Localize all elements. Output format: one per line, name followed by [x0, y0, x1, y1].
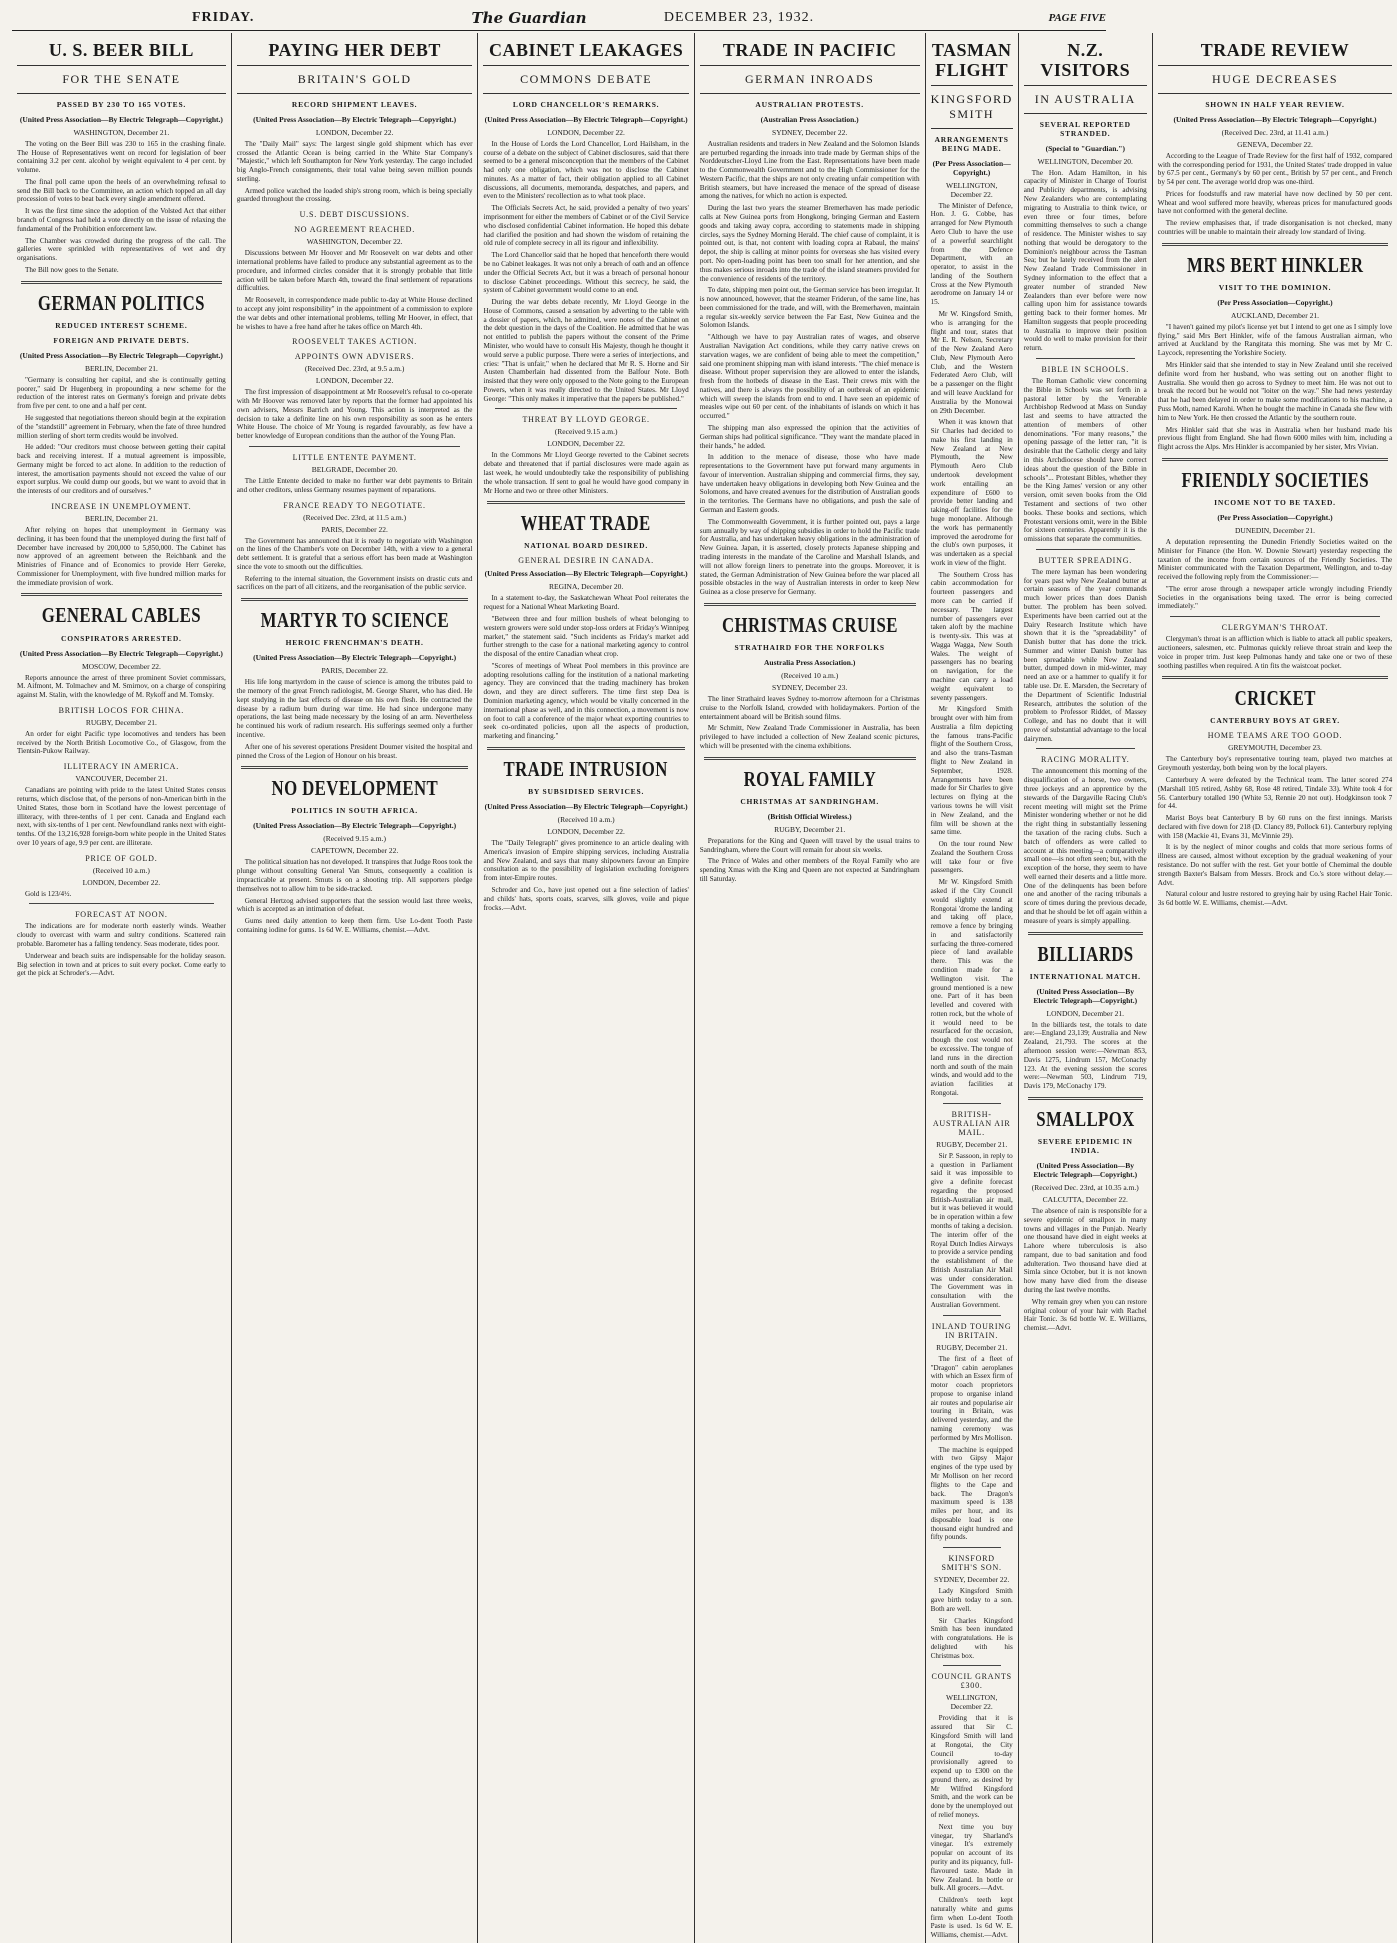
- paragraph: The Southern Cross has cabin accommodation for fourteen passengers and more can be carried if necessary. The largest number of passengers ever taken aloft by the machine is twenty-six. This was at Wagga Wagga, New South Wales. The weight of passengers has no bearing on navigation, for the machine can carry a load weight equivalent to seventy passengers.: [930, 570, 1013, 702]
- paragraph: On the tour round New Zealand the Southern Cross will take four or five passengers.: [930, 840, 1013, 875]
- paragraph: The Commonwealth Government, it is further pointed out, pays a large sum annually by way of shipping subsidies in order to hold the Pacific trade for Australia, and has undertaken heavy obligations in the administration of New Guinea. Japan, it is asserted, closely protects Japanese shipping and trading interests in the mandate of the Caroline and Marshall Islands, and will not allow foreign liners to penetrate into the groups. Moreover, it is stated, the German Administration of New Guinea before the war placed all possible obstacles in the way of Australian interests in order to keep New Guinea as a close preserve for Germany.: [699, 517, 920, 597]
- paragraph: To date, shipping men point out, the German service has been irregular. It is now announced, however, that the steamer Friderun, of the same line, has been commissioned for the trade, and will, with the Bremerhaven, maintain a regular six-weekly service between the Far East, New Guinea and the Solomon Islands.: [699, 286, 920, 330]
- dateline: (Received 9.15 a.m.): [554, 427, 618, 437]
- paragraph: The Roman Catholic view concerning the Bible in Schools was set forth in a pastoral letter by the Venerable Archbishop Redwood at Mass on Sunday last and seems to have attracted the attention of members of other denominations. "For many reasons," the opening passage of the letter ran, "it is desirable that the Catholic clergy and laity in this Archdiocese should have correct ideas about the question of the Bible in schools"... Protestant Bibles, whether they be the King James' version or any other version, omit seven books from the Old Testament and sections of two other books. These books and sections, which Protestant versions omit, were in the Bible for sixteen centuries. Apparently it is the omissions that separate the communities.: [1023, 377, 1147, 544]
- divider: [1028, 932, 1143, 935]
- column-6: [1019, 33, 1153, 1943]
- paragraph: The "Daily Telegraph" gives prominence to an article dealing with America's invasion of Empire shipping services, including Australia and New Zealand, and says that many shipowners favour an Empire consultation as to the possibility of legislation excluding foreigners from inter-Empire routes.: [483, 839, 689, 883]
- dateline: MOSCOW, December 22.: [81, 661, 161, 671]
- deck: PASSED BY 230 TO 165 VOTES.: [56, 99, 187, 109]
- section-heading: ILLITERACY IN AMERICA.: [63, 762, 180, 772]
- dateline: BELGRADE, December 20.: [311, 464, 398, 474]
- paragraph: After one of his severest operations President Doumer visited the hospital and pinned the Cross of the Legion of Honour on his breast.: [236, 742, 473, 760]
- dateline: LONDON, December 22.: [315, 127, 394, 137]
- credit: (United Press Association—By Electric Telegraph—Copyright.): [253, 821, 457, 831]
- paragraph: Australian residents and traders in New Zealand and the Solomon Islands are perturbed regarding the inroads into trade made by German ships of the Norddeutscher-Lloyd Line from the East. Representations have been made to the Commonwealth Government and to the High Commissioner for the Western Pacific, that the ships are not only creating unfair competition with British steamers, but have increased the menace of the spread of disease among the natives, for which no action is expected.: [699, 139, 920, 201]
- headline: U. S. BEER BILL: [48, 40, 194, 60]
- section-heading: BUTTER SPREADING.: [1038, 555, 1133, 565]
- divider: [241, 766, 469, 769]
- subheadline: FOR THE SENATE: [17, 65, 226, 94]
- paragraph: During the last two years the steamer Bremerhaven has made periodic calls at New Guinea ports from Hongkong, bringing German and Eastern goods and taking away copra, according to statements made in shipping circles, says the Sydney Morning Herald. The chief cause of complaint, it is pointed out, is that, not content with loading copra at Rabaul, the mains' depot, the ship is calling at minor points for overseas she has visited every port. No open-loading point has been too small for her attention, and she thus makes serious inroads into the trade of the island steamers provided for the convenience of residents of the territory.: [699, 204, 920, 283]
- paragraph: When it was known that Sir Charles had decided to make his first landing in New Zealand at New Plymouth, the New Plymouth Aero Club undertook development work entailing an expenditure of £600 to provide better landing and taking-off facilities for the huge monoplane. Although the work has permanently improved the aerodrome for the club's own purposes, it was undertaken as a special work in view of the flight.: [930, 418, 1013, 567]
- dateline: (Received 10 a.m.): [557, 815, 615, 825]
- section-heading: BIBLE IN SCHOOLS.: [1041, 365, 1130, 374]
- headline: GERMAN POLITICS: [37, 290, 205, 315]
- credit: (Special to "Guardian."): [1045, 143, 1125, 153]
- paragraph: Mr W. Kingsford Smith, who is arranging for the flight and tour, states that Mr E. R. Nelson, Secretary of the New Zealand Aero Club, New Plymouth Aero Club, and the Western Federated Aero Club, will be a passenger on the flight and will leave Auckland for Australia by the Monowai on 29th December.: [930, 309, 1013, 415]
- paragraph: The absence of rain is responsible for a severe epidemic of smallpox in many towns and villages in the Punjab. Nearly one thousand have died in eight weeks at Lahore where tuberculosis is also rampant, due to bad sanitation and food adulteration. Two thousand have died at Simla since October, but it is not known how many have died from the disease during the last twelve months.: [1023, 1206, 1147, 1294]
- advertisement: Children's teeth kept naturally white and gums firm when Lo-dent Tooth Paste is used. 1s 6d W. E. Williams, chemist.—Advt.: [930, 1896, 1013, 1940]
- divider: [487, 501, 684, 504]
- paragraph: "Although we have to pay Australian rates of wages, and observe Australian Navigation Act conditions, while they carry native crews on starvation wages, we are confident of being able to meet the competition," said one prominent shipping man with island interests. "The chief menace is disease. Without proper supervision they are allowed to enter the islands, fresh from the hotbeds of disease in the East. Their crews mix with the natives, and there is always the possibility of an outbreak of an epidemic which will sweep the islands from end to end. I have seen an epidemic of measles wipe out 60 per cent. of the inhabitants of islands on which it has occurred.": [699, 333, 920, 421]
- paragraph: In addition to the menace of disease, those who have made representations to the Government have put forward many arguments in favour of intervention. Australian shipping and commercial firms, they say, have undertaken heavy obligations in developing both New Guinea and the Solomons, and have created avenues for the distribution of Australian goods in the territories. The Germans have no obligations, and push the sale of German and Eastern goods.: [699, 453, 920, 515]
- divider: [943, 1665, 1001, 1666]
- paragraph: "Between three and four million bushels of wheat belonging to western growers were sold under stop-loss orders at Friday's Winnipeg market," the statement said. "Such incidents as Friday's market add further strength to the case for a national marketing agency to control the disposal of the entire Canadian wheat crop.: [483, 615, 689, 659]
- paragraph: Armed police watched the loaded ship's strong room, which is being specially guarded throughout the crossing.: [236, 186, 473, 204]
- dateline: RUGBY, December 21.: [85, 717, 157, 727]
- paragraph: The Officials Secrets Act, he said, provided a penalty of two years' imprisonment for either the members of Cabinet or of the Civil Service who disclosed confidential Cabinet information. He hoped this debate had clarified the position and had shown the wisdom of retaining the old rule of complete secrecy in all its rigour and inflexibility.: [483, 204, 689, 248]
- credit: Australia Press Association.): [764, 657, 856, 667]
- advertisement: It is by the neglect of minor coughs and colds that more serious forms of illness are caused, almost without exception by the gradual weakening of your resistance. Do not suffer with the rest. Get your bottle of Chemimal the double strength Baxter's Balsam from Messrs. Brock and Co.'s store without delay.—Advt.: [1157, 843, 1393, 887]
- section-heading: THREAT BY LLOYD GEORGE.: [522, 415, 650, 425]
- headline: MARTYR TO SCIENCE: [260, 608, 449, 633]
- section-heading: INLAND TOURING IN BRITAIN.: [931, 1321, 1012, 1340]
- paragraph: Providing that it is assured that Sir C. Kingsford Smith will land at Rongotai, the City Council to-day provisionally agreed to expend up to £300 on the ground there, as desired by Mr Wilfred Kingsford Smith, and the work can be done by the unemployed out of relief moneys.: [930, 1714, 1013, 1820]
- dateline: (Received Dec. 23rd, at 11.5 a.m.): [303, 512, 407, 522]
- paragraph: Mr Schmitt, New Zealand Trade Commissioner in Australia, has been privileged to have included a collection of New Zealand scenic pictures, which will be presented with the cinema exhibitions.: [699, 724, 920, 750]
- column-5: [926, 33, 1019, 1943]
- paragraph: The shipping man also expressed the opinion that the activities of German ships had political significance. "They want the mandate placed in their hands," he added.: [699, 424, 920, 450]
- credit: (United Press Association—By Electric Telegraph—Copyright.): [253, 114, 457, 124]
- deck: CHRISTMAS AT SANDRINGHAM.: [740, 796, 880, 806]
- paragraph: The liner Strathaird leaves Sydney to-morrow afternoon for a Christmas cruise to the Norfolk Island, crowded with holidaymakers. Portion of the entertainment aboard will be British sound films.: [699, 694, 920, 721]
- section-heading: NO AGREEMENT REACHED.: [294, 225, 416, 235]
- paragraph: Discussions between Mr Hoover and Mr Roosevelt on war debts and other international problems have failed to produce any substantial agreement as to the procedure, and informed circles consider that it is strongly probable that little action will be taken before March 4th, toward the final settlement of reparations difficulties.: [236, 249, 473, 293]
- divider: [943, 1315, 1001, 1316]
- dateline: RUGBY, December 21.: [774, 824, 846, 834]
- section-heading: GENERAL DESIRE IN CANADA.: [518, 556, 654, 566]
- deck: BY SUBSIDISED SERVICES.: [528, 787, 645, 797]
- credit: (Per Press Association—Copyright.): [1217, 512, 1333, 522]
- credit: (British Official Wireless.): [767, 811, 852, 821]
- headline: CABINET LEAKAGES: [489, 40, 684, 60]
- masthead-date: DECEMBER 23, 1932.: [663, 10, 815, 25]
- divider: [1162, 676, 1388, 679]
- paragraph: The announcement this morning of the disqualification of a horse, two owners, three jockeys and an apprentice by the stewards of the Dargaville Racing Club's recent meeting will might set the Prime Minister wondering whether or not he did the right thing in substantially lessening the taxation of the racing clubs. Such a batch of offenders as were called to account at this meeting—a comparatively small one—is not often seen; but, with the exception of the horse, they seem to have well earned their deserts and a little more. One of the delinquents has been before one and another of the racing tribunals a score of times during the previous decade, and that he should be let off again within a measure of years is simply appalling.: [1023, 767, 1147, 925]
- dateline: RUGBY, December 21.: [936, 1139, 1008, 1149]
- section-heading: RACING MORALITY.: [1040, 755, 1130, 765]
- paragraph: Sir Charles Kingsford Smith has been inundated with congratulations. He is delighted with his Christmas box.: [930, 1616, 1013, 1660]
- paragraph: Mr W. Kingsford Smith asked if the City Council would slightly extend at Rongotai 'drome the landing and taking off place, remove a fence by bringing in and satisfactorily surfacing the three-cornered piece of land available there. This was the condition made for a Wellington visit. The ground mentioned is a new one. Part of it has been levelled and covered with rotten rock, but the whole of it would need to be resurfaced for the occasion, though the cost would not be excessive. The tongue of land runs in the direction north and south of the main winds, and would add to the aviation facilities at Rongotai.: [930, 878, 1013, 1097]
- paragraph: In the House of Lords the Lord Chancellor, Lord Hailsham, in the course of a debate on the subject of Cabinet disclosures, said that there seemed to be a general misconception that the members of the Cabinet had only one obligation, which was not to disclose the Cabinet minutes. As a matter of fact, their obligation applied to all Cabinet discussions, all documents, memoranda, despatches, and papers, and even to the Ministers' recollection as to what took place.: [483, 139, 689, 201]
- dateline: CAPETOWN, December 22.: [310, 846, 399, 856]
- paragraph: Preparations for the King and Queen will travel by the usual trains to Sandringham, where the Court will remain for about six weeks.: [699, 836, 920, 854]
- credit: (Per Press Association—Copyright.): [1217, 297, 1333, 307]
- headline: TRADE REVIEW: [1200, 40, 1350, 60]
- paragraph: "The error arose through a newspaper article wrongly including Friendly Societies in the organisations being taxed. The error is being corrected immediately.": [1157, 584, 1393, 611]
- deck: NATIONAL BOARD DESIRED.: [524, 541, 649, 551]
- advertisement: Schroder and Co., have just opened out a fine selection of ladies' and childs' hats, sports coats, scarves, silk gloves, voile and pique frocks.—Advt.: [483, 885, 689, 912]
- paragraph: Clergyman's throat is an affliction which is liable to attack all public speakers, auctioneers, salesmen, etc. Pulmonas quickly relieve throat strain and keep the voice in proper trim. Just keep Pulmonas handy and take one or two of these soothing pastilles when required. A tin fits the waistcoat pocket.: [1157, 635, 1393, 670]
- paragraph: It was the first time since the adoption of the Volsted Act that either branch of Congress had held a vote directly on the issue of relaxing the fundamental of the Prohibition enforcement law.: [17, 207, 226, 233]
- deck: CANTERBURY BOYS AT GREY.: [1210, 716, 1340, 726]
- section-heading: HOME TEAMS ARE TOO GOOD.: [1207, 731, 1343, 741]
- paragraph: In a statement to-day, the Saskatchewan Wheat Pool reiterates the request for a National Wheat Marketing Board.: [483, 594, 689, 612]
- dateline: SYDNEY, December 23.: [772, 682, 848, 692]
- divider: [1028, 1097, 1143, 1100]
- headline: CHRISTMAS CRUISE: [721, 612, 898, 637]
- paragraph: After relying on hopes that unemployment in Germany was declining, it has been found that the unemployed during the first half of December have increased by 200,000 to 5,850,000. The Cabinet has now approved of an agreement between the Reichbank and the Ministries of Finance and of Economics to provide Herr Gereke, Commissioner for Unemployment, with five hundred million marks for the immediate provision of work.: [17, 525, 226, 587]
- subheadline: COMMONS DEBATE: [483, 65, 688, 94]
- paragraph: The Government has announced that it is ready to negotiate with Washington on the lines of the Chamber's vote on December 14th, with a view to a general debt settlement. It is grateful that a serious effort has been made at Washington since the vote to smooth out the difficulties.: [236, 536, 473, 571]
- divider: [1162, 243, 1388, 246]
- paragraph: "I haven't gained my pilot's license yet but I intend to get one as I simply love flying," said Mrs Bert Hinkler, wife of the famous Australian airman, who arrived at Auckland by the Rangitata this morning. She was met by Mr C. Laycock, representing the Yorkshire Society.: [1157, 322, 1393, 358]
- section-heading: FRANCE READY TO NEGOTIATE.: [283, 500, 426, 510]
- deck: CONSPIRATORS ARRESTED.: [61, 633, 182, 643]
- deck: INTERNATIONAL MATCH.: [1029, 971, 1141, 981]
- deck: ARRANGEMENTS BEING MADE.: [934, 134, 1009, 153]
- paragraph: The Hon. Adam Hamilton, in his capacity of Minister in Charge of Tourist and Publicity departments, is advising New Zealanders who are contemplating migrating to Australia to think twice, or even three or four times, before committing themselves to such a change of residence. The Minister wishes to say nothing that would be derogatory to the Dominion's neighbour across the Tasman Sea; but he lately received from the alert New Zealand Trade Commissioner in Sydney information to the effect that a greater number of stranded New Zealanders than ever before were now calling upon him for assistance towards getting back to their former homes. Mr Hamilton suggests that people proceeding to Australia to improve their position would do well to make provision for their return.: [1023, 168, 1147, 353]
- paragraph: Mrs Hinkler said that she intended to stay in New Zealand until she received definite word from her husband, who was setting out on another flight to Australia. She would then go across to Sydney to meet him. He was not out to break the record but he would not "loiter on the way." She had news yesterday that he had been delayed in order to make some modifications to his machine, a Puss Moth, named Karohi. When he bought the machine in Canada she flew with him to New York. He then crossed the Atlantic by the southern route.: [1157, 361, 1393, 422]
- credit: (Per Press Association—Copyright.): [932, 158, 1011, 177]
- divider: [704, 603, 916, 606]
- divider: [1036, 549, 1135, 550]
- dateline: WELLINGTON, December 22.: [946, 1693, 998, 1712]
- advertisement: Natural colour and lustre restored to greying hair by using Rachel Hair Tonic. 3s 6d bottle W. E. Williams, chemist.—Advt.: [1157, 890, 1393, 908]
- paragraph: He added: "Our creditors must choose between getting their capital back and receiving interest. If a mutual agreement is impossible, Germany might be forced to act alone. In addition to the reduction of interest, the amortisation payments should not exceed the value of our export surplus. We could dump our goods, but we want to avoid that in the interests of our creditors and of ourselves.": [17, 443, 226, 496]
- headline: PAYING HER DEBT: [268, 40, 441, 60]
- section-heading: KINSFORD SMITH'S SON.: [941, 1554, 1002, 1573]
- dateline: LONDON, December 22.: [547, 439, 625, 449]
- dateline: LONDON, December 21.: [1046, 1008, 1125, 1018]
- section-heading: CLERGYMAN'S THROAT.: [1221, 623, 1329, 633]
- headline: TRADE IN PACIFIC: [722, 40, 897, 60]
- credit: (United Press Association—By Electric Telegraph—Copyright.): [484, 569, 688, 579]
- paragraph: During the war debts debate recently, Mr Lloyd George in the House of Commons, caused a sensation by adverting to the table with a dossier of papers, which, he admitted, were notes of the Cabinet on the debt question in the days of the Coalition. He admitted that he was not entitled to publish the papers without the consent of the Prime Minister, who would have to consult His Majesty, though he thought it would serve a public purpose. There were a series of interjections, and cries: "That is unfair," when he declared that Mr R. S. Horne and Sir Austen Chamberlain had dissented from the Balfour Note. Both insisted that they were only opposed to the Note going to the European Powers, when it was really directed to the United States. Mr Lloyd George: "This only makes it imperative that the papers be published.": [483, 298, 689, 403]
- credit: (United Press Association—By Electric Telegraph—Copyright.): [19, 648, 223, 658]
- divider: [495, 408, 676, 409]
- divider: [29, 903, 214, 904]
- credit: (United Press Association—By Electric Telegraph—Copyright.): [484, 802, 688, 812]
- advertisement: Why remain grey when you can restore original colour of your hair with Rachel Hair Tonic. 3s 6d bottle W. E. Williams, chemist.—Advt.: [1023, 1297, 1147, 1333]
- paragraph: Prices for foodstuffs and raw material have now declined by 50 per cent. Wheat and wool suffered more heavily, whereas prices for manufactured goods have not conformed with the general decline.: [1157, 189, 1393, 216]
- column-4: [695, 33, 926, 1943]
- dateline: SYDNEY, December 22.: [934, 1575, 1010, 1585]
- section-heading: BRITISH-AUSTRALIAN AIR MAIL.: [932, 1109, 1011, 1137]
- dateline: PARIS, December 22.: [321, 524, 388, 534]
- column-7: [1153, 33, 1397, 1943]
- divider: [1162, 458, 1388, 461]
- divider: [21, 593, 222, 596]
- dateline: WASHINGTON, December 21.: [73, 127, 170, 137]
- section-heading: FORECAST AT NOON.: [75, 910, 168, 920]
- dateline: (Received Dec. 23rd, at 9.5 a.m.): [304, 364, 405, 374]
- section-heading: APPOINTS OWN ADVISERS.: [294, 352, 415, 362]
- credit: (United Press Association—By Electric Telegraph—Copyright.): [1173, 114, 1377, 124]
- deck: AUSTRALIAN PROTESTS.: [755, 99, 864, 109]
- divider: [943, 1103, 1001, 1104]
- paragraph: Lady Kingsford Smith gave birth today to a son. Both are well.: [930, 1587, 1013, 1613]
- headline: CRICKET: [1234, 686, 1316, 711]
- paragraph: The Prince of Wales and other members of the Royal Family who are spending Xmas with the King and Queen are not expected at Sandringham till Saturday.: [699, 857, 920, 883]
- subheadline: KINGSFORD SMITH: [931, 85, 1013, 129]
- paragraph: Sir P. Sassoon, in reply to a question in Parliament said it was impossible to give a definite forecast regarding the proposed British-Australian air mail, but it was believed it would be in operation within a few months of taking a decision. The interim offer of the Royal Dutch Indies Airways to provide a service pending the establishment of the British Australian Air Mail was under consideration. The Government was in consultation with the Australian Government.: [930, 1151, 1013, 1309]
- dateline: LONDON, December 22.: [315, 376, 394, 386]
- paragraph: According to the League of Trade Review for the first half of 1932, compared with the corresponding period for 1931, the United States' trade dropped in value by 67.5 per cent., Germany's by 60 per cent., British by 57 per cent., and French by 54 per cent. The average world drop was one-third.: [1157, 151, 1393, 187]
- headline: NO DEVELOPMENT: [271, 776, 438, 801]
- divider: [241, 598, 469, 601]
- dateline: BERLIN, December 21.: [84, 513, 158, 523]
- divider: [1036, 748, 1135, 749]
- divider: [1170, 616, 1380, 617]
- headline: GENERAL CABLES: [41, 603, 201, 628]
- headline: FRIENDLY SOCIETIES: [1181, 467, 1369, 492]
- paragraph: Gold is 123/4½.: [25, 889, 72, 898]
- credit: (United Press Association—By Electric Telegraph—Copyright.): [19, 114, 223, 124]
- paragraph: The voting on the Beer Bill was 230 to 165 in the crashing finale. The House of Representatives went on record for legislation of beer containing 3.2 per cent. alcohol by weight equivalent to 4 per cent. by volume.: [17, 139, 226, 175]
- paragraph: The Bill now goes to the Senate.: [25, 265, 119, 274]
- deck: VISIT TO THE DOMINION.: [1218, 282, 1332, 292]
- paragraph: "Scores of meetings of Wheat Pool members in this province are adopting resolutions calling for the institution of a national marketing agency. They are convinced that the trading machinery has broken down, and they are direct sufferers. The time first step Dea is Dominion marketing agency, which would be vitally concerned in the international phase as well, and in this connection, a movement is now on foot to call a conference of the major wheat exporting countries to seek co-ordinated policies, upon all the aspects of production, marketing and financing.": [483, 661, 689, 741]
- section-heading: U.S. DEBT DISCUSSIONS.: [299, 210, 410, 220]
- advertisement: Next time you buy vinegar, try Sharland's vinegar. It's extremely popular on account of its purity and its piquancy, full-flavoured taste. Made in New Zealand. In bottle or bulk. All grocers.—Advt.: [930, 1822, 1013, 1893]
- paragraph: The mere layman has been wondering for years past why New Zealand butter at certain seasons of the year commands much lower prices than does Danish butter. The problem has been solved. Experiments have been carried out at the Dairy Research Institute which have shown that it is the "spreadability" of Danish butter that has done the trick. Summer and winter Danish butter has been spreadable while New Zealand butter, dumped down in mid-winter, may need an axe or a hammer to qualify it for table use. Dr. E. Marsden, the Secretary of the Department of Scientific Industrial Research, attributes the solution of the problem to Professor Riddet, of Massey College, and has no doubt that it will prove of substantial advantage to the local dairymen.: [1023, 567, 1147, 743]
- deck: POLITICS IN SOUTH AFRICA.: [291, 806, 418, 816]
- paragraph: Referring to the internal situation, the Government insists on drastic cuts and sacrifices on the part of all citizens, and the reorganisation of the public service.: [236, 574, 473, 592]
- dateline: SYDNEY, December 22.: [772, 127, 848, 137]
- section-heading: INCREASE IN UNEMPLOYMENT.: [51, 501, 192, 511]
- dateline: (Received 10 a.m.): [781, 670, 839, 680]
- dateline: RUGBY, December 21.: [936, 1342, 1008, 1352]
- dateline: LONDON, December 22.: [547, 127, 625, 137]
- headline: ROYAL FAMILY: [743, 766, 876, 791]
- section-heading: PRICE OF GOLD.: [85, 853, 158, 863]
- paragraph: Mr Kingsford Smith brought over with him from Australia a film depicting the famous trans-Pacific flight of the Southern Cross, and also the trans-Tasman flight to New Zealand in September, 1928. Arrangements have been made for Sir Charles to give lectures on flying at the various towns he will visit in New Zealand, and the film will be shown at the same time.: [930, 705, 1013, 837]
- dateline: WELLINGTON, December 20.: [1037, 156, 1133, 166]
- paragraph: The political situation has not developed. It transpires that Judge Roos took the plunge without consulting General Van Smuts, consequently a coalition is impracticable at present. Smuts is on a shooting trip. All supporters pledge themselves not to allow him to be side-tracked.: [236, 858, 473, 893]
- credit: (United Press Association—By Electric Telegraph—Copyright.): [19, 350, 223, 360]
- subheadline: BRITAIN'S GOLD: [237, 65, 473, 94]
- dateline: PARIS, December 22.: [321, 666, 388, 676]
- dateline: GREYMOUTH, December 23.: [1228, 743, 1322, 753]
- paragraph: Mr Roosevelt, in correspondence made public to-day at White House declined to accept any joint responsibility" in the appointment of a commission to explore the war debts and other international problems, telling Mr Hoover, in effect, that he wishes to have a free hand after he takes office on March 4th.: [236, 296, 473, 331]
- dateline: (Received 9.15 a.m.): [323, 834, 386, 844]
- headline: BILLIARDS: [1037, 941, 1134, 966]
- deck: SEVERE EPIDEMIC IN INDIA.: [1037, 1136, 1133, 1155]
- dateline: AUCKLAND, December 21.: [1231, 310, 1319, 320]
- subheadline: IN AUSTRALIA: [1024, 85, 1147, 114]
- credit: (Australian Press Association.): [760, 114, 859, 124]
- paragraph: The Canterbury boy's representative touring team, played two matches at Greymouth yesterday, both being won by the local players.: [1157, 755, 1393, 773]
- paragraph: His life long martyrdom in the cause of science is among the tributes paid to the memory of the great French radiologist, M. George Sharet, who has died. He kept studying in the last effects of disease on his own flesh. He contracted the disease by a radium burn during war time. He had since undergone many operations, the last being made necessary by the losing of an arm. Nevertheless he continued his work of radium research. His sufferings seemed only a further incentive.: [236, 678, 473, 740]
- headline: WHEAT TRADE: [521, 511, 652, 536]
- dateline: (Received Dec. 23rd, at 10.35 a.m.): [1031, 1182, 1139, 1192]
- paragraph: The indications are for moderate north easterly winds. Weather cloudy to overcast with warm and sultry conditions. Scattered rain probable. Barometer has a falling tendency. Seas moderate, tides poor.: [17, 922, 226, 949]
- dateline: DUNEDIN, December 21.: [1235, 525, 1315, 535]
- dateline: LONDON, December 22.: [82, 877, 161, 887]
- paragraph: In the billiards test, the totals to date are:—England 23,139; Australia and New Zealand, 21,793. The scores at the afternoon session were:—Newman 853, Davis 1275, Lindrum 157, McConachy 123. At the evening session the scores were:—Newman 503, Lindrum 719, Davis 179, McConachy 179.: [1023, 1020, 1147, 1091]
- masthead-page-number: PAGE FIVE: [1048, 12, 1106, 24]
- masthead-day: FRIDAY.: [192, 10, 255, 25]
- paragraph: Reports announce the arrest of three prominent Soviet commissars, M. Aifmont, M. Tolmachev and M. Smirnov, on a charge of conspiring against M. Stalin, with the knowledge of M. Rykoff and M. Tomsky.: [17, 673, 226, 700]
- divider: [943, 1547, 1001, 1548]
- credit: (United Press Association—By Electric Telegraph—Copyright.): [1033, 1160, 1138, 1179]
- section-heading: COUNCIL GRANTS £300.: [931, 1672, 1012, 1691]
- paragraph: An order for eight Pacific type locomotives and tenders has been received by the North British Locomotive Co., of Glasgow, from the Tientsin-Pukow Railway.: [17, 729, 226, 756]
- paragraph: The first impression of disappointment at Mr Roosevelt's refusal to co-operate with Mr Hoover was removed later by reports that the former had appointed his own advisers, Messrs Barrich and Young. This action is interpreted as the decision to take a definite line on his own responsibility as soon as he enters White House. The choice of Mr Young is regarded favourably, as few have a better knowledge of European conditions than the author of the Young Plan.: [236, 388, 473, 441]
- credit: (United Press Association—By Electric Telegraph—Copyright.): [253, 653, 457, 663]
- paragraph: In the Commons Mr Lloyd George reverted to the Cabinet secrets debate and threatened that if partial disclosures were made again as last week, he would undoubtedly take the responsibility of publishing the whole transaction. If sent to goal he would have good company in Mr Horne and two or three other Ministers.: [483, 451, 689, 495]
- column-1: [12, 33, 232, 1943]
- dateline: REGINA, December 20.: [549, 582, 624, 592]
- paragraph: The machine is equipped with two Gipsy Major engines of the type used by Mr Mollison on her record flights to the Cape and back. The Dragon's maximum speed is 138 miles per hour, and its disposable load is one thousand eight hundred and fifty pounds.: [930, 1445, 1013, 1542]
- section-heading: ROOSEVELT TAKES ACTION.: [292, 337, 418, 347]
- paragraph: "Germany is consulting her capital, and she is continually getting poorer," said Dr Hugenberg in propounding a new scheme for the reduction of the interest rates on Germany's foreign and private debts from five per cent. to one and a half per cent.: [17, 375, 226, 411]
- column-2: [232, 33, 479, 1943]
- paragraph: Mrs Hinkler said that she was in Australia when her husband made his previous flight from England. She had flown 6000 miles with him, including a flight across the Alps. Mrs Hinkler is accompanied by her sister, Mrs Vivian.: [1157, 425, 1393, 452]
- credit: (United Press Association—By Electric Telegraph—Copyright.): [484, 114, 688, 124]
- deck: SHOWN IN HALF YEAR REVIEW.: [1205, 99, 1345, 109]
- section-heading: BRITISH LOCOS FOR CHINA.: [58, 705, 185, 715]
- deck: INCOME NOT TO BE TAXED.: [1214, 497, 1336, 507]
- paragraph: A deputation representing the Dunedin Friendly Societies waited on the Minister for Finance (the Hon. W. Downie Stewart) yesterday respecting the taxation of the income from certain sources of the Friendly Societies. The Minister communicated with the Taxation Department, Wellington, and to-day received the following reply from the Commissioner:—: [1157, 537, 1393, 582]
- paragraph: The review emphasises that, if trade disorganisation is not checked, many countries will be unable to maintain their already low standard of living.: [1157, 219, 1393, 237]
- deck: REDUCED INTEREST SCHEME.: [55, 320, 188, 330]
- divider: [21, 281, 222, 284]
- divider: [704, 757, 916, 760]
- paragraph: The Lord Chancellor said that he hoped that henceforth there would be no Cabinet leakages. It was not only a breach of oath and an offence under the Official Secrets Act, but it was a breach of personal honour to disclose Cabinet proceedings. Without this secrecy, he said, the system of Cabinet government would come to an end.: [483, 251, 689, 295]
- paragraph: Canterbury A were defeated by the Technical team. The latter scored 274 (Marshall 105 retired, Ashby 68, Rose 48 retired, Tindale 33). White took 4 for 56. Canterbury totalled 190 (White 53, Rennie 20 not out). Hodgkinson took 7 for 44.: [1157, 775, 1393, 811]
- deck: SEVERAL REPORTED STRANDED.: [1039, 119, 1131, 138]
- dateline: GENEVA, December 22.: [1237, 139, 1313, 149]
- paragraph: The first of a fleet of "Dragon" cabin aeroplanes with which an Essex firm of motor coach proprietors propose to organise inland air routes and popularise air touring in Britain, was delivered yesterday, and the naming ceremony was performed by Mrs Mollison.: [930, 1354, 1013, 1442]
- deck: FOREIGN AND PRIVATE DEBTS.: [53, 335, 190, 345]
- paragraph: The final poll came upon the heels of an overwhelming refusal to send the Bill back to the Committee, an action which topped an all day procession of votes to beat back every single amendment offered.: [17, 177, 226, 204]
- subheadline: HUGE DECREASES: [1158, 65, 1392, 94]
- deck: LORD CHANCELLOR'S REMARKS.: [512, 99, 660, 109]
- paragraph: Canadians are pointing with pride to the latest United States census returns, which disclose that, of the persons of non-American birth in the United States, those born in Scotland have the lowest percentage of illiteracy, with three-tenths of 1 per cent. Canada and England each next, with six-tenths of 1 per cent. Newfoundland ranks next with eight-tenths. Of the 13,216,928 foreign-born white people in the United States over 10 years of age, 9.9 per cent. are illiterate.: [17, 786, 226, 847]
- dateline: BERLIN, December 21.: [84, 363, 158, 373]
- dateline: WELLINGTON, December 22.: [946, 180, 998, 199]
- headline: MRS BERT HINKLER: [1186, 252, 1364, 277]
- paragraph: The Chamber was crowded during the progress of the call. The galleries were sprinkled with representatives of wet and dry organisations.: [17, 236, 226, 263]
- dateline: (Received 10 a.m.): [92, 865, 150, 875]
- divider: [487, 747, 684, 750]
- divider: [249, 446, 461, 447]
- dateline: (Received Dec. 23rd, at 11.41 a.m.): [1221, 127, 1329, 137]
- headline: SMALLPOX: [1036, 1106, 1135, 1131]
- deck: RECORD SHIPMENT LEAVES.: [291, 99, 418, 109]
- masthead: [12, 6, 1106, 31]
- section-heading: LITTLE ENTENTE PAYMENT.: [292, 452, 417, 462]
- paragraph: Marist Boys beat Canterbury B by 60 runs on the first innings. Marists declared with five down for 218 (D. Clancy 89, Pollock 61). Canterbury replying with 158 (Mackie 41, Evans 31, McVinnie 29).: [1157, 814, 1393, 840]
- dateline: VANCOUVER, December 21.: [75, 774, 168, 784]
- divider: [1036, 358, 1135, 359]
- headline: TASMAN FLIGHT: [931, 40, 1012, 80]
- paragraph: The Minister of Defence, Hon. J. G. Cobbe, has arranged for New Plymouth Aero Club to have the use of a powerful searchlight from the Defence Department, with an operator, to assist in the landing of the Southern Cross at the New Plymouth aerodrome on January 14 or 15.: [930, 201, 1013, 307]
- paragraph: General Hertzog advised supporters that the session would last three weeks, which is accepted as an intimation of defeat.: [236, 896, 473, 914]
- column-3: [478, 33, 694, 1943]
- advertisement: Gums need daily attention to keep them firm. Use Lo-dent Tooth Paste containing iodine for gums. 1s 6d W. E. Williams, chemist.—Advt.: [236, 917, 473, 934]
- headline: N.Z. VISITORS: [1040, 40, 1131, 80]
- headline: TRADE INTRUSION: [504, 756, 669, 781]
- advertisement: Underwear and beach suits are indispensable for the holiday season. Big selection in town and at prices to suit every pocket. Come early to get the pick at Schroder's.—Advt.: [17, 951, 226, 978]
- deck: STRATHAIRD FOR THE NORFOLKS: [734, 642, 885, 652]
- dateline: LONDON, December 22.: [547, 827, 625, 837]
- deck: HEROIC FRENCHMAN'S DEATH.: [285, 638, 424, 648]
- masthead-paper-name: The Guardian: [471, 9, 587, 27]
- dateline: WASHINGTON, December 22.: [306, 237, 403, 247]
- paragraph: The Little Entente decided to make no further war debt payments to Britain and other creditors, unless Germany resumes payment of reparations.: [236, 476, 473, 494]
- subheadline: GERMAN INROADS: [700, 65, 920, 94]
- dateline: CALCUTTA, December 22.: [1042, 1194, 1128, 1204]
- credit: (United Press Association—By Electric Telegraph—Copyright.): [1033, 986, 1138, 1005]
- columns: [12, 33, 1393, 1940]
- paragraph: The "Daily Mail" says: The largest single gold shipment which has ever crossed the Atlantic Ocean is being carried in the White Star Company's "Majestic," which left Southampton for New York yesterday. The cargo included big Anglo-French consignments, their total value being seven million pounds sterling.: [236, 139, 473, 183]
- paragraph: He suggested that negotiations thereon should begin at the expiration of the "standstill" agreement in February, when the fate of three hundred million sterling of short term credits would be involved.: [17, 413, 226, 440]
